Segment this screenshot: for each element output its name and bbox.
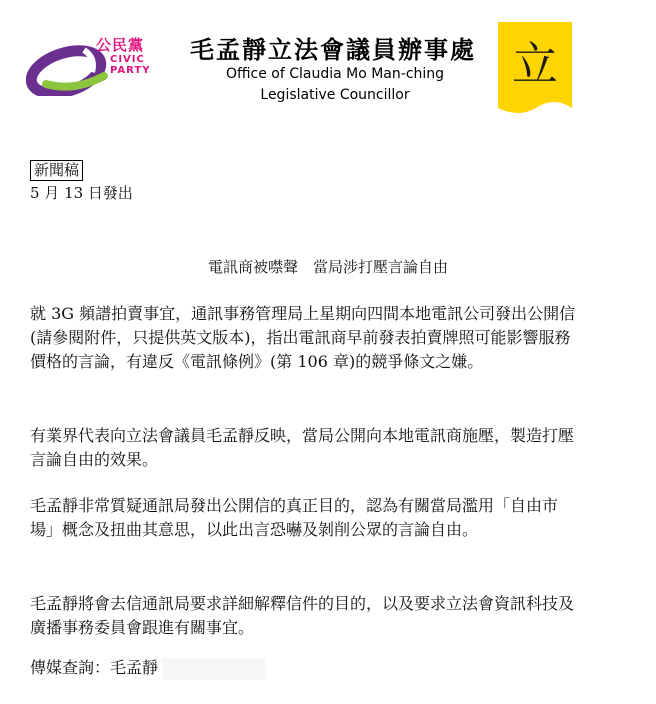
paragraph-2: 有業界代表向立法會議員毛孟靜反映，當局公開向本地電訊商施壓，製造打壓言論自由的效果。: [30, 426, 575, 469]
redacted-phone: [162, 658, 266, 680]
office-title-en: Legislative Councillor: [260, 87, 410, 103]
legco-logo-glyph: 立: [512, 37, 558, 91]
legco-logo: [498, 22, 572, 118]
party-name-en: [110, 54, 150, 76]
office-name-cn: 毛孟靜立法會議員辦事處: [190, 35, 476, 64]
paragraph-3: 毛孟靜非常質疑通訊局發出公開信的真正目的，認為有關當局濫用「自由市場」概念及扭曲其意思，以此出言恐嚇及剝削公眾的言論自由。: [30, 496, 559, 539]
party-name-en-line1: CIVIC: [110, 54, 145, 65]
paragraph-4: 毛孟靜將會去信通訊局要求詳細解釋信件的目的，以及要求立法會資訊科技及廣播事務委員會跟進有關事宜。: [30, 594, 575, 637]
issue-date: 5 月 13 日發出: [30, 184, 133, 202]
letterhead: [0, 0, 656, 130]
party-name-cn: 公民黨: [96, 36, 145, 54]
document-type: 新聞稿: [30, 160, 83, 181]
office-name-en: Office of Claudia Mo Man-ching: [225, 66, 445, 82]
media-contact: [30, 656, 266, 680]
party-name-en-line2: PARTY: [110, 65, 151, 76]
paragraph-1: 就 3G 頻譜拍賣事宜，通訊事務管理局上星期向四間本地電訊公司發出公開信(請參閱附件，只提供英文版本)，指出電訊商早前發表拍賣牌照可能影響服務價格的言論，有違反《電訊條例》(第 106 章)的競爭條文之嫌。: [30, 304, 576, 371]
press-release-title: 電訊商被噤聲 當局涉打壓言論自由: [207, 258, 448, 276]
media-contact-label: 傳媒查詢：毛孟靜: [30, 658, 159, 677]
